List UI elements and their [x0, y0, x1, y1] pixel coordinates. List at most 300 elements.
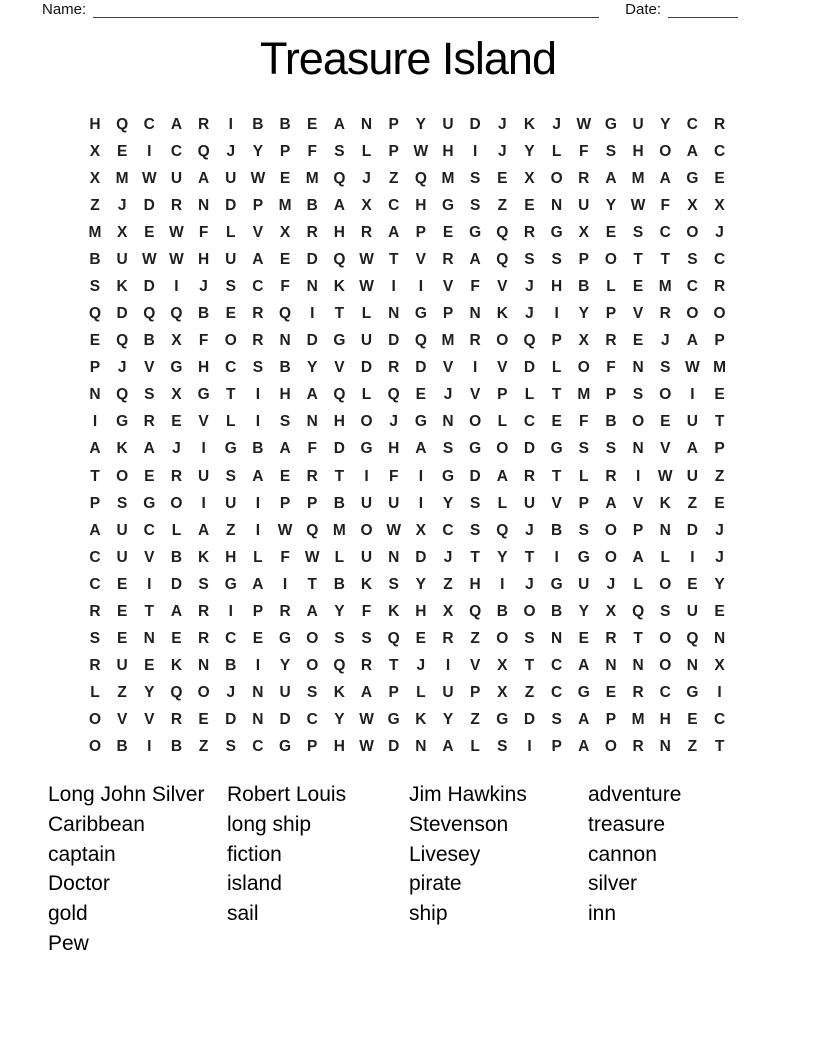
grid-letter: S	[469, 521, 481, 539]
grid-letter: S	[660, 602, 671, 620]
grid-letter: G	[496, 710, 509, 728]
grid-letter: E	[307, 115, 318, 133]
grid-letter: C	[143, 115, 155, 133]
grid-letter: R	[143, 413, 155, 431]
grid-letter: V	[415, 251, 427, 269]
grid-letter: O	[659, 575, 672, 593]
grid-letter: J	[199, 278, 208, 296]
grid-letter: R	[442, 251, 454, 269]
grid-letter: U	[116, 521, 128, 539]
grid-letter: T	[524, 548, 535, 566]
grid-letter: P	[388, 142, 399, 160]
grid-letter: A	[578, 710, 590, 728]
grid-letter: B	[116, 737, 128, 755]
grid-letter: D	[225, 197, 237, 215]
grid-letter: H	[415, 197, 427, 215]
grid-letter: D	[170, 575, 183, 593]
grid-letter: I	[690, 386, 695, 404]
grid-letter: D	[116, 305, 128, 323]
grid-letter: X	[171, 386, 182, 404]
grid-letter: N	[197, 197, 210, 215]
grid-letter: X	[578, 332, 589, 350]
grid-letter: I	[201, 440, 206, 458]
grid-letter: U	[578, 575, 590, 593]
grid-letter: A	[170, 602, 183, 620]
grid-letter: U	[442, 683, 454, 701]
grid-letter: H	[659, 710, 671, 728]
grid-letter: S	[687, 251, 698, 269]
grid-letter: H	[442, 142, 454, 160]
grid-letter: Q	[170, 683, 183, 701]
grid-letter: P	[605, 710, 617, 728]
grid-letter: P	[415, 224, 427, 242]
grid-letter: D	[523, 359, 536, 377]
grid-letter: V	[632, 494, 644, 512]
grid-letter: D	[306, 332, 318, 350]
grid-letter: E	[605, 224, 617, 242]
grid-letter: Z	[687, 737, 698, 755]
grid-letter: S	[361, 629, 372, 647]
grid-letter: U	[116, 656, 128, 674]
grid-letter: H	[279, 386, 291, 404]
grid-letter: T	[90, 467, 100, 485]
grid-letter: A	[306, 386, 318, 404]
grid-letter: Y	[334, 602, 345, 620]
grid-letter: Q	[333, 170, 346, 187]
grid-letter: I	[473, 359, 478, 377]
grid-letter: H	[388, 440, 400, 458]
grid-letter: V	[144, 548, 155, 566]
grid-letter: I	[255, 386, 261, 404]
grid-letter: E	[116, 575, 128, 593]
word-list	[0, 780, 816, 970]
grid-letter: A	[388, 224, 400, 242]
grid-letter: O	[360, 413, 373, 431]
grid-letter: W	[413, 142, 429, 160]
grid-letter: W	[630, 197, 646, 215]
grid-letter: K	[116, 440, 128, 458]
grid-letter: L	[90, 683, 100, 701]
grid-letter: F	[198, 224, 209, 242]
grid-letter: I	[174, 278, 179, 296]
grid-letter: E	[279, 467, 291, 485]
grid-letter: E	[116, 142, 128, 160]
grid-letter: F	[361, 602, 372, 620]
grid-letter: S	[89, 278, 101, 296]
grid-letter: I	[147, 737, 152, 755]
grid-letter: Q	[333, 386, 346, 404]
grid-letter: F	[198, 332, 209, 350]
grid-letter: K	[197, 548, 210, 566]
grid-letter: G	[686, 170, 699, 187]
grid-letter: G	[279, 737, 292, 755]
grid-letter: E	[551, 413, 562, 431]
grid-letter: N	[388, 305, 400, 323]
grid-letter: N	[632, 656, 644, 674]
grid-letter: R	[306, 467, 318, 485]
grid-letter: M	[88, 224, 102, 242]
grid-letter: G	[224, 440, 237, 458]
grid-letter: N	[659, 521, 671, 539]
grid-letter: E	[524, 197, 535, 215]
grid-letter: I	[717, 683, 722, 701]
name-label: Name:	[42, 1, 87, 18]
grid-letter: A	[415, 440, 427, 458]
word-list-column	[588, 780, 681, 929]
grid-letter: S	[632, 386, 644, 404]
word-item: Livesey	[409, 842, 481, 866]
grid-letter: R	[89, 602, 101, 620]
grid-letter: J	[715, 224, 724, 242]
grid-letter: O	[686, 224, 699, 242]
grid-letter: W	[386, 521, 401, 539]
grid-letter: F	[280, 278, 290, 296]
grid-letter: Q	[632, 602, 645, 620]
grid-letter: I	[147, 575, 152, 593]
grid-letter: J	[525, 521, 534, 539]
grid-letter: E	[89, 332, 101, 350]
grid-letter: T	[714, 737, 725, 755]
grid-letter: B	[333, 575, 345, 593]
grid-letter: N	[551, 197, 563, 215]
word-list-column	[409, 780, 527, 929]
grid-letter: L	[361, 305, 372, 323]
grid-letter: D	[333, 440, 345, 458]
grid-letter: U	[686, 413, 698, 431]
grid-letter: J	[498, 115, 507, 133]
grid-letter: L	[171, 521, 182, 539]
grid-letter: U	[578, 197, 590, 215]
grid-letter: P	[89, 494, 101, 512]
grid-letter: X	[524, 170, 535, 187]
grid-letter: C	[442, 521, 454, 539]
grid-letter: C	[225, 359, 237, 377]
grid-letter: T	[334, 467, 345, 485]
grid-letter: U	[360, 494, 373, 512]
grid-letter: U	[523, 494, 536, 512]
grid-letter: E	[116, 602, 128, 620]
word-item: sail	[227, 902, 259, 926]
grid-letter: D	[415, 359, 427, 377]
grid-letter: Z	[443, 575, 453, 593]
grid-letter: O	[604, 521, 617, 539]
grid-letter: X	[415, 521, 427, 539]
grid-letter: G	[170, 359, 183, 377]
grid-letter: Y	[442, 494, 454, 512]
grid-letter: P	[279, 494, 291, 512]
grid-letter: U	[686, 602, 698, 620]
grid-letter: G	[441, 197, 455, 215]
grid-letter: B	[197, 305, 210, 323]
grid-letter: G	[469, 224, 482, 242]
grid-letter: J	[226, 142, 236, 160]
grid-letter: Q	[523, 332, 536, 350]
grid-letter: G	[414, 413, 427, 431]
grid-letter: N	[306, 278, 318, 296]
grid-letter: L	[660, 548, 670, 566]
grid-letter: D	[360, 359, 373, 377]
grid-letter: N	[415, 737, 427, 755]
grid-letter: Q	[197, 142, 210, 160]
grid-letter: X	[279, 224, 291, 242]
grid-letter: U	[442, 115, 454, 133]
grid-letter: E	[714, 170, 725, 187]
grid-letter: L	[334, 548, 345, 566]
grid-letter: L	[551, 142, 562, 160]
grid-letter: R	[306, 224, 318, 242]
grid-letter: A	[686, 332, 698, 350]
grid-letter: S	[252, 359, 264, 377]
word-item: adventure	[588, 783, 682, 806]
grid-letter: R	[252, 305, 264, 323]
grid-letter: P	[442, 305, 454, 323]
grid-letter: L	[579, 467, 589, 485]
grid-letter: Y	[578, 602, 589, 620]
grid-letter: L	[361, 386, 372, 404]
grid-letter: W	[657, 467, 673, 485]
grid-letter: T	[633, 251, 643, 269]
grid-letter: J	[443, 386, 453, 404]
grid-letter: T	[388, 251, 399, 269]
grid-letter: Y	[144, 683, 155, 701]
grid-letter: N	[605, 656, 617, 674]
grid-letter: X	[497, 656, 508, 674]
grid-letter: G	[577, 548, 590, 566]
grid-letter: T	[334, 305, 345, 323]
grid-letter: O	[604, 548, 617, 566]
grid-letter: A	[170, 115, 183, 133]
grid-letter: V	[497, 278, 508, 296]
grid-letter: O	[306, 629, 319, 647]
grid-letter: V	[442, 278, 454, 296]
grid-letter: G	[550, 224, 563, 242]
grid-letter: I	[228, 115, 233, 133]
grid-letter: V	[144, 359, 155, 377]
grid-letter: L	[470, 737, 480, 755]
grid-letter: Z	[470, 629, 480, 647]
grid-letter: I	[418, 494, 423, 512]
grid-letter: C	[659, 224, 671, 242]
word-item: gold	[48, 902, 88, 926]
grid-letter: A	[252, 575, 264, 593]
grid-letter: D	[415, 548, 427, 566]
word-item: Long John Silver	[48, 783, 205, 806]
grid-letter: B	[333, 494, 345, 512]
grid-letter: E	[144, 656, 155, 674]
word-item: ship	[409, 902, 448, 926]
grid-letter: Q	[116, 332, 129, 350]
grid-letter: J	[525, 278, 534, 296]
grid-letter: X	[89, 142, 101, 160]
grid-letter: F	[579, 413, 589, 431]
grid-letter: F	[280, 548, 290, 566]
grid-letter: E	[660, 413, 671, 431]
grid-letter: Y	[714, 575, 725, 593]
grid-letter: V	[252, 224, 264, 242]
grid-letter: J	[525, 305, 534, 323]
grid-letter: F	[470, 278, 480, 296]
grid-letter: J	[362, 170, 371, 187]
grid-letter: H	[333, 737, 345, 755]
grid-letter: L	[226, 224, 236, 242]
grid-letter: O	[88, 710, 101, 728]
grid-letter: U	[225, 251, 237, 269]
grid-letter: K	[333, 278, 345, 296]
grid-letter: E	[497, 170, 508, 187]
grid-letter: A	[143, 440, 155, 458]
grid-letter: P	[89, 359, 101, 377]
grid-letter: O	[659, 656, 672, 674]
grid-letter: I	[228, 602, 233, 620]
grid-letter: V	[442, 359, 454, 377]
grid-letter: N	[279, 332, 291, 350]
grid-letter: O	[550, 170, 563, 187]
grid-letter: P	[714, 440, 725, 458]
grid-letter: B	[279, 359, 291, 377]
grid-letter: M	[115, 170, 129, 187]
grid-letter: P	[551, 737, 562, 755]
grid-letter: I	[418, 278, 423, 296]
grid-letter: S	[198, 575, 209, 593]
grid-letter: C	[713, 251, 726, 269]
grid-letter: J	[525, 575, 534, 593]
grid-letter: O	[469, 413, 482, 431]
grid-letter: R	[442, 629, 454, 647]
grid-letter: V	[660, 440, 671, 458]
grid-letter: S	[116, 494, 128, 512]
grid-letter: K	[388, 602, 400, 620]
grid-letter: T	[524, 656, 535, 674]
grid-letter: A	[360, 683, 373, 701]
grid-letter: A	[469, 251, 481, 269]
word-item: Doctor	[48, 872, 110, 896]
grid-letter: A	[686, 440, 698, 458]
grid-letter: E	[578, 629, 589, 647]
grid-letter: K	[523, 115, 536, 133]
grid-letter: I	[690, 548, 695, 566]
grid-letter: N	[388, 548, 400, 566]
grid-letter: K	[360, 575, 373, 593]
grid-letter: I	[554, 305, 559, 323]
grid-letter: P	[388, 115, 399, 133]
grid-letter: R	[197, 115, 210, 133]
grid-letter: S	[144, 386, 155, 404]
word-item: Pew	[48, 931, 89, 955]
grid-letter: A	[197, 170, 210, 187]
grid-letter: T	[388, 656, 399, 674]
grid-letter: B	[143, 332, 155, 350]
grid-letter: Y	[307, 359, 318, 377]
grid-letter: A	[632, 548, 644, 566]
grid-letter: G	[441, 467, 455, 485]
grid-letter: R	[605, 332, 617, 350]
grid-letter: H	[333, 413, 345, 431]
grid-letter: A	[333, 115, 345, 133]
grid-letter: R	[89, 656, 101, 674]
grid-letter: J	[715, 521, 724, 539]
grid-letter: E	[116, 629, 128, 647]
grid-letter: Z	[714, 467, 725, 485]
grid-letter: M	[278, 197, 292, 215]
word-item: Caribbean	[48, 812, 145, 836]
puzzle-title: Treasure Island	[260, 33, 556, 84]
grid-letter: I	[92, 413, 98, 431]
grid-letter: N	[442, 413, 454, 431]
grid-letter: D	[388, 737, 400, 755]
grid-letter: C	[713, 710, 726, 728]
grid-letter: R	[388, 359, 400, 377]
grid-letter: V	[551, 494, 562, 512]
grid-letter: G	[469, 440, 482, 458]
grid-letter: V	[116, 710, 128, 728]
grid-letter: R	[252, 332, 264, 350]
grid-letter: Q	[387, 629, 400, 647]
grid-letter: Z	[117, 683, 127, 701]
grid-letter: E	[252, 629, 264, 647]
grid-letter: T	[144, 602, 155, 620]
grid-letter: I	[147, 142, 152, 160]
grid-letter: Y	[524, 142, 535, 160]
grid-letter: C	[89, 548, 101, 566]
grid-letter: J	[226, 683, 236, 701]
grid-letter: W	[359, 737, 374, 755]
grid-letter: J	[498, 142, 507, 160]
grid-letter: E	[171, 413, 182, 431]
grid-letter: J	[389, 413, 398, 431]
word-item: Jim Hawkins	[409, 783, 527, 806]
grid-letter: Y	[279, 656, 291, 674]
grid-letter: H	[89, 115, 101, 133]
grid-letter: T	[714, 413, 725, 431]
grid-letter: Q	[116, 115, 129, 133]
grid-letter: S	[442, 440, 454, 458]
grid-letter: J	[552, 115, 561, 133]
grid-letter: Y	[497, 548, 508, 566]
grid-letter: U	[116, 251, 128, 269]
grid-letter: A	[89, 440, 101, 458]
grid-letter: S	[225, 467, 236, 485]
grid-letter: U	[197, 467, 210, 485]
grid-letter: Q	[306, 521, 319, 539]
grid-letter: B	[578, 278, 590, 296]
grid-letter: S	[225, 278, 236, 296]
grid-letter: A	[605, 494, 617, 512]
grid-letter: P	[578, 251, 589, 269]
grid-letter: E	[171, 629, 182, 647]
date-label: Date:	[625, 1, 661, 18]
grid-letter: M	[577, 386, 591, 404]
grid-letter: E	[144, 224, 155, 242]
word-item: pirate	[409, 872, 462, 896]
grid-letter: C	[89, 575, 101, 593]
word-item: long ship	[227, 812, 312, 836]
grid-letter: A	[252, 467, 264, 485]
grid-letter: E	[279, 170, 291, 187]
grid-letter: E	[415, 386, 427, 404]
grid-letter: J	[416, 656, 426, 674]
grid-letter: C	[551, 683, 563, 701]
grid-letter: M	[631, 710, 645, 728]
grid-letter: E	[198, 710, 209, 728]
grid-letter: S	[632, 224, 644, 242]
grid-letter: G	[224, 575, 237, 593]
grid-letter: U	[279, 683, 291, 701]
grid-letter: P	[605, 386, 617, 404]
grid-letter: N	[632, 359, 644, 377]
grid-letter: J	[117, 197, 127, 215]
grid-letter: I	[310, 305, 315, 323]
word-item: inn	[588, 902, 617, 926]
